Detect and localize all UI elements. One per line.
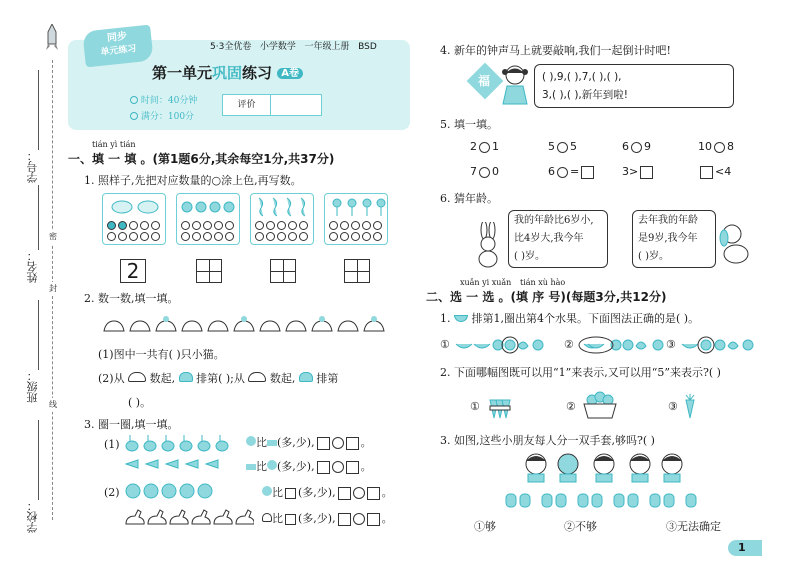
margin-seal: 封: [49, 282, 57, 296]
girl-icon: [500, 64, 530, 106]
margin-line-2: [38, 185, 39, 250]
ducks-row: [124, 506, 254, 528]
more-less-text: (多,少),: [277, 436, 315, 449]
flower-icon: [327, 196, 387, 218]
cmp-2-left: 5: [548, 140, 555, 153]
sec2-q1: [440, 312, 699, 326]
single-carrot-icon: [680, 394, 700, 420]
fruit-opt-3-label: ③: [666, 338, 676, 351]
leaf-icon: [179, 197, 239, 217]
blank-box[interactable]: [285, 488, 296, 499]
chicks-row: [124, 482, 234, 500]
cats-row: [100, 309, 390, 337]
dog-line1: 去年我的年龄: [638, 215, 698, 226]
compare-text: 比: [272, 512, 283, 525]
gloves-row: [504, 490, 704, 510]
clock-icon: [130, 96, 138, 104]
period: 。: [381, 512, 393, 525]
example-digit: 2: [126, 259, 140, 283]
cmp-3-left: 6: [622, 140, 629, 153]
sec2-pinyin-a: xuǎn yi xuǎn: [460, 278, 512, 287]
cmp-1-left: 2: [470, 140, 477, 153]
q3-2-label: (2): [104, 486, 120, 499]
more-less-text: (多,少),: [298, 486, 336, 499]
sec1-q2-b6: ( )。: [128, 396, 152, 409]
answer-box[interactable]: [367, 487, 380, 500]
margin-line-1: [38, 70, 39, 150]
carrot-icon: [267, 440, 277, 446]
rabbit-icon: [267, 460, 277, 470]
q2b-text5: 排第: [316, 372, 339, 385]
margin-class: 班级：: [26, 370, 39, 403]
cmp-3: [622, 140, 651, 154]
cmp-7-left: 3>: [622, 165, 639, 178]
fruit-row-2: [578, 336, 673, 354]
fruit-row-3: [680, 336, 760, 354]
cmp-8-right: <4: [715, 165, 732, 178]
answer-box[interactable]: [338, 487, 351, 500]
sec2-q3: 3. 如图,这些小朋友每人分一双手套,够吗?( ): [440, 434, 655, 447]
answer-circle[interactable]: [353, 513, 365, 525]
kids-row: [520, 452, 690, 484]
answer-box[interactable]: [346, 437, 359, 450]
fruit-opt-1-label: ①: [440, 338, 450, 351]
sec2-q1-text: 排第1,圈出第4个水果。下面图法正确的是( )。: [471, 312, 700, 325]
cat-blue-icon-2: [299, 372, 313, 382]
header-time: [130, 94, 197, 108]
binding-margin: [0, 0, 60, 575]
q1-write-3[interactable]: [270, 259, 296, 283]
score-label: 满分：100分: [140, 112, 195, 122]
q1-card-2: [176, 193, 240, 245]
q3-answer-2: ②不够: [564, 520, 597, 533]
cmp-circle[interactable]: [631, 142, 642, 153]
cloud-icon: [105, 197, 165, 217]
q6: 6. 猜年龄。: [440, 192, 498, 205]
duck-icon: [262, 513, 272, 522]
fruit-row-1: [454, 336, 549, 354]
grading-input[interactable]: [271, 95, 321, 115]
fu-character: 福: [478, 74, 491, 88]
grading-label: 评价: [223, 95, 271, 115]
answer-circle[interactable]: [353, 487, 365, 499]
answer-box[interactable]: [346, 461, 359, 474]
sec1-q1: 1. 照样子,先把对应数量的○涂上色,再写数。: [84, 174, 302, 187]
cmp-box[interactable]: [700, 166, 713, 179]
badge-line1: 同步: [106, 31, 128, 45]
time-label: 时间：40分钟: [140, 96, 198, 106]
q1-write-2[interactable]: [196, 259, 222, 283]
title-tag: A卷: [277, 68, 303, 79]
margin-name: 姓名：: [26, 250, 39, 283]
margin-line-mark: 线: [49, 398, 57, 412]
margin-line-3: [38, 300, 39, 370]
margin-school: 学校：: [26, 500, 39, 533]
grading-box: [222, 94, 322, 116]
answer-circle[interactable]: [332, 461, 344, 473]
cmp-6-left: 6: [548, 165, 555, 178]
carrots-row: [124, 457, 234, 471]
sec2-heading: 二、选 一 选 。(填 序 号)(每题3分,共12分): [426, 290, 667, 304]
q4: 4. 新年的钟声马上就要敲响,我们一起倒计时吧!: [440, 44, 671, 57]
cmp-5-right: 0: [492, 165, 499, 178]
sec1-q2-b: [98, 372, 338, 386]
cmp-4: [698, 140, 734, 154]
q2-opt-3-label: ③: [668, 400, 678, 413]
q1-card-1: [102, 193, 166, 245]
cmp-5: [470, 165, 499, 179]
countdown-line1: ( ),9,( ),7,( ),( ),: [542, 71, 622, 83]
fruit-basket-icon: [580, 390, 620, 420]
answer-circle[interactable]: [332, 437, 344, 449]
compare-text: 比: [272, 486, 283, 499]
cmp-8: [698, 165, 731, 179]
q3-1-compare-a: [246, 436, 372, 450]
cmp-box[interactable]: [640, 166, 653, 179]
answer-box[interactable]: [367, 513, 380, 526]
dog-icon: [718, 222, 752, 264]
period: 。: [381, 486, 393, 499]
cmp-circle[interactable]: [714, 142, 725, 153]
series-grade: 一年级上册: [304, 42, 350, 52]
sec1-q2: 2. 数一数,填一填。: [84, 292, 179, 305]
chick-icon: [262, 486, 272, 496]
sec1-heading: 一、填 一 填 。(第1题6分,其余每空1分,共37分): [68, 152, 335, 166]
header-badge: [82, 25, 153, 68]
period: 。: [360, 436, 372, 449]
sec1-pinyin: tián yì tián: [92, 140, 136, 149]
q3-1-label: (1): [104, 438, 120, 451]
period: 。: [360, 460, 372, 473]
bunny-line2: 比4岁大,我今年: [514, 233, 584, 244]
countdown-line2: 3,( ),( ),新年到啦!: [542, 89, 628, 101]
check-icon: [130, 112, 138, 120]
q1-write-4[interactable]: [344, 259, 370, 283]
rabbits-row: [124, 434, 234, 452]
bunny-line1: 我的年龄比6岁小,: [514, 215, 594, 226]
cmp-box[interactable]: [581, 166, 594, 179]
cmp-2-right: 5: [570, 140, 577, 153]
blank-box[interactable]: [285, 514, 296, 525]
title-part-c: 练习: [242, 64, 273, 82]
q2b-text4: 数起,: [269, 372, 296, 385]
rocket-icon: [46, 24, 58, 52]
sec1-q2-a: (1)图中一共有( )只小猫。: [98, 348, 225, 361]
series-edition: BSD: [358, 42, 377, 52]
q2b-text2: 数起,: [149, 372, 176, 385]
answer-box[interactable]: [317, 461, 330, 474]
answer-box[interactable]: [338, 513, 351, 526]
sec1-q3: 3. 圈一圈,填一填。: [84, 418, 179, 431]
cat-icon-2: [248, 372, 266, 382]
compare-text: 比: [256, 460, 267, 473]
q1-card-4: [324, 193, 388, 245]
page-number: 1: [738, 541, 746, 554]
sec2-q1-num: 1.: [440, 312, 451, 325]
cmp-circle[interactable]: [557, 167, 568, 178]
q3-1-compare-b: [246, 460, 372, 474]
q2-opt-1-label: ①: [470, 400, 480, 413]
cmp-4-right: 8: [727, 140, 734, 153]
series-name: 5·3全优卷: [210, 42, 252, 52]
cmp-2: [548, 140, 577, 154]
rabbit-icon: [246, 436, 256, 446]
bunny-line3: ( )岁。: [514, 251, 545, 262]
q5: 5. 填一填。: [440, 118, 498, 131]
carrot-icon: [246, 464, 256, 470]
cmp-3-right: 9: [644, 140, 651, 153]
q3-2-compare-b: [262, 512, 393, 526]
q2b-text3: 排第( );从: [196, 372, 245, 385]
cmp-6-sign: =: [570, 165, 580, 178]
header-score: [130, 110, 194, 124]
cmp-1: [470, 140, 499, 154]
q2b-text1: (2)从: [98, 372, 125, 385]
more-less-text: (多,少),: [298, 512, 336, 525]
cmp-7: [622, 165, 655, 179]
cmp-circle[interactable]: [479, 167, 490, 178]
banana-icon: [454, 315, 468, 322]
cmp-5-left: 7: [470, 165, 477, 178]
cat-icon: [128, 372, 146, 382]
cmp-1-right: 1: [492, 140, 499, 153]
title-part-a: 第一单元: [152, 64, 213, 82]
compare-text: 比: [256, 436, 267, 449]
cmp-circle[interactable]: [479, 142, 490, 153]
bunny-icon: [474, 222, 502, 268]
margin-mi: 密: [49, 230, 57, 244]
sec2-q2: 2. 下面哪幅图既可以用“1”来表示,又可以用“5”来表示?( ): [440, 366, 721, 379]
dog-line3: ( )岁。: [638, 251, 669, 262]
q2-opt-2-label: ②: [566, 400, 576, 413]
fruit-opt-2-label: ②: [564, 338, 574, 351]
dog-line2: 是9岁,我今年: [638, 233, 698, 244]
seahorse-icon: [253, 196, 313, 218]
q1-write-1[interactable]: [120, 259, 146, 283]
q1-card-3: [250, 193, 314, 245]
more-less-text: (多,少),: [277, 460, 315, 473]
badge-line2: 单元练习: [100, 44, 137, 58]
sec2-pinyin-b: tián xù hào: [520, 278, 566, 287]
cmp-4-left: 10: [698, 140, 712, 153]
answer-box[interactable]: [317, 437, 330, 450]
header-series: [210, 40, 377, 54]
cmp-circle[interactable]: [557, 142, 568, 153]
q3-2-compare-a: [262, 486, 393, 500]
carrot-bundle-icon: [484, 392, 514, 420]
margin-line-4: [38, 420, 39, 500]
cat-blue-icon: [179, 372, 193, 382]
margin-student-no: 学号：: [26, 150, 39, 183]
q3-answer-1: ①够: [474, 520, 496, 533]
page-title: [152, 64, 303, 83]
title-part-b: 巩固: [212, 64, 243, 82]
series-subject: 小学数学: [259, 42, 296, 52]
q3-answer-3: ③无法确定: [666, 520, 721, 533]
cmp-6: [548, 165, 596, 179]
